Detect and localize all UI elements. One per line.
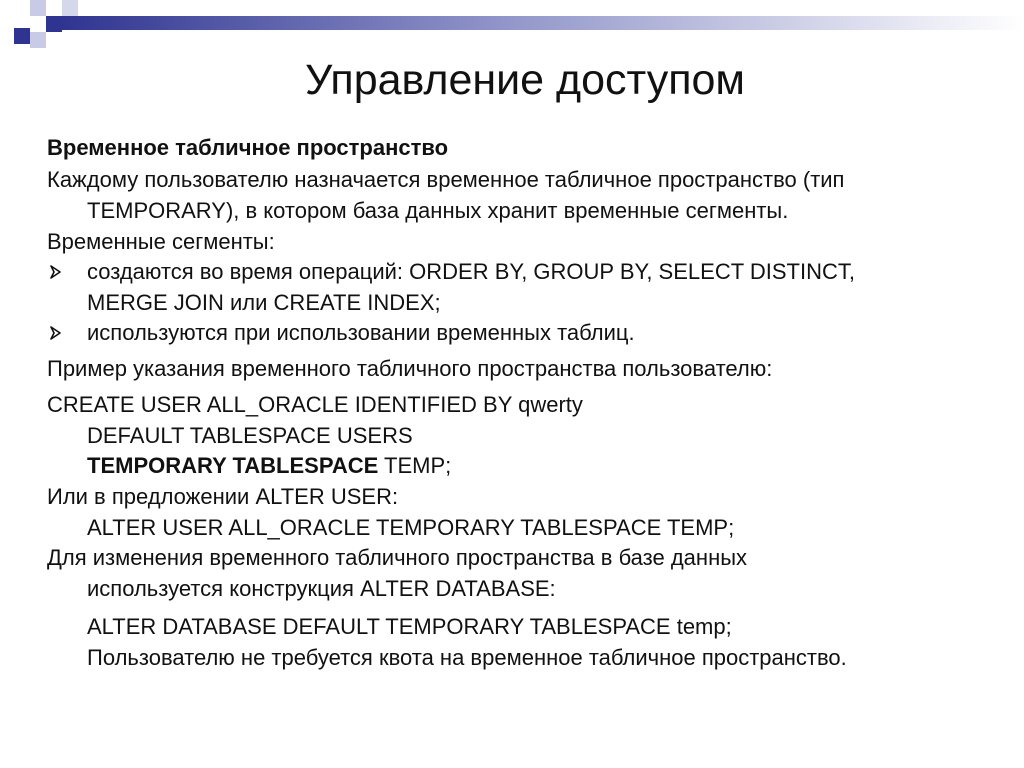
slide-title: Управление доступом — [305, 56, 745, 104]
segments-intro: Временные сегменты: — [47, 229, 275, 254]
code-line — [87, 451, 451, 481]
deco-band — [60, 16, 1024, 30]
code-line: ALTER USER ALL_ORACLE TEMPORARY TABLESPACE TEMP; — [87, 515, 735, 540]
paragraph-line: Каждому пользователю назначается временное табличное пространство (тип — [47, 167, 845, 192]
bullet-item: используются при использовании временных таблиц. — [87, 320, 635, 345]
deco-square — [30, 32, 46, 48]
bullet-item-continuation: MERGE JOIN или CREATE INDEX; — [87, 290, 441, 315]
code-keyword-bold: TEMPORARY TABLESPACE — [87, 453, 379, 478]
code-line-rest: TEMP; — [378, 453, 452, 478]
code-line: ALTER DATABASE DEFAULT TEMPORARY TABLESPACE temp; — [87, 614, 732, 639]
paragraph-line: Для изменения временного табличного пространства в базе данных — [47, 545, 748, 570]
paragraph-line: используется конструкция ALTER DATABASE: — [87, 576, 556, 601]
deco-square — [30, 0, 46, 16]
code-line: DEFAULT TABLESPACE USERS — [87, 423, 413, 448]
quota-note: Пользователю не требуется квота на временное табличное пространство. — [87, 645, 847, 670]
example-intro: Пример указания временного табличного пространства пользователю: — [47, 356, 773, 381]
section-heading: Временное табличное пространство — [47, 135, 449, 160]
deco-square — [14, 28, 30, 44]
deco-square — [12, 10, 30, 28]
alter-user-intro: Или в предложении ALTER USER: — [47, 484, 399, 509]
arrow-bullet-icon — [47, 318, 71, 348]
deco-square — [46, 16, 62, 32]
bullet-item: создаются во время операций: ORDER BY, GROUP BY, SELECT DISTINCT, — [87, 259, 855, 284]
arrow-bullet-icon — [47, 257, 71, 287]
deco-square — [62, 0, 78, 16]
code-line: CREATE USER ALL_ORACLE IDENTIFIED BY qwerty — [47, 392, 583, 417]
paragraph-line: TEMPORARY), в котором база данных хранит временные сегменты. — [87, 198, 789, 223]
